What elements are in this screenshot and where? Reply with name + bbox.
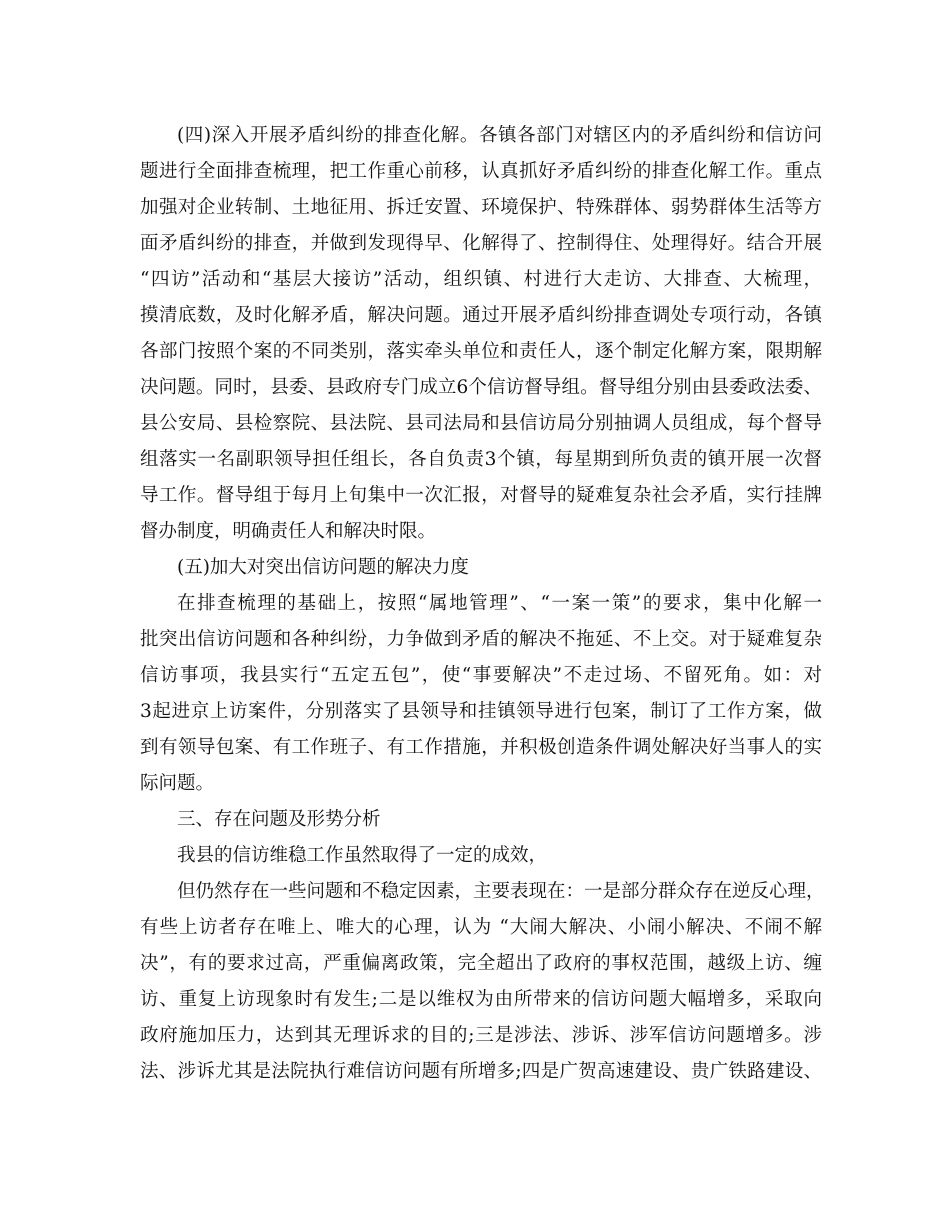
text-line: 在排查梳理的基础上，按照“属地管理”、“一案一策”的要求，集中化解一 <box>177 593 822 614</box>
section-heading: (五)加大对突出信访问题的解决力度 <box>177 557 469 578</box>
text-line: 我县的信访维稳工作虽然取得了一定的成效， <box>177 845 548 866</box>
paragraph-section-4 <box>140 118 822 550</box>
paragraph-section-5 <box>140 586 822 802</box>
text-line: 题进行全面排查梳理，把工作重心前移，认真抓好矛盾纠纷的排查化解工作。重点 <box>140 161 822 182</box>
text-line: 导工作。督导组于每月上旬集中一次汇报，对督导的疑难复杂社会矛盾，实行挂牌 <box>140 485 822 506</box>
text-line: 法、涉诉尤其是法院执行难信访问题有所增多;四是广贺高速建设、贵广铁路建设、 <box>140 1061 822 1082</box>
text-line: 加强对企业转制、土地征用、拆迁安置、环境保护、特殊群体、弱势群体生活等方 <box>140 197 822 218</box>
paragraph-section-3-intro <box>140 838 822 874</box>
text-line: 有些上访者存在唯上、唯大的心理，认为 “大闹大解决、小闹小解决、不闹不解 <box>140 917 822 938</box>
text-line: 各部门按照个案的不同类别，落实牵头单位和责任人，逐个制定化解方案，限期解 <box>140 341 822 362</box>
text-line: “四访”活动和“基层大接访”活动，组织镇、村进行大走访、大排查、大梳理， <box>140 269 822 290</box>
text-line: 批突出信访问题和各种纠纷，力争做到矛盾的解决不拖延、不上交。对于疑难复杂 <box>140 629 822 650</box>
heading-section-3 <box>140 802 822 838</box>
text-line: 决问题。同时，县委、县政府专门成立6个信访督导组。督导组分别由县委政法委、 <box>140 377 822 398</box>
text-line: 决”，有的要求过高，严重偏离政策，完全超出了政府的事权范围，越级上访、缠 <box>140 953 822 974</box>
text-line: 面矛盾纠纷的排查，并做到发现得早、化解得了、控制得住、处理得好。结合开展 <box>140 233 822 254</box>
heading-section-5 <box>140 550 822 586</box>
text-line: 县公安局、县检察院、县法院、县司法局和县信访局分别抽调人员组成，每个督导 <box>140 413 822 434</box>
text-line: 组落实一名副职领导担任组长，各自负责3个镇，每星期到所负责的镇开展一次督 <box>140 449 822 470</box>
text-line: 到有领导包案、有工作班子、有工作措施，并积极创造条件调处解决好当事人的实 <box>140 737 822 758</box>
text-line: 督办制度，明确责任人和解决时限。 <box>140 521 437 542</box>
text-line: 际问题。 <box>140 773 215 794</box>
text-line: 政府施加压力，达到其无理诉求的目的;三是涉法、涉诉、涉军信访问题增多。涉 <box>140 1025 822 1046</box>
text-line: 3起进京上访案件，分别落实了县领导和挂镇领导进行包案，制订了工作方案，做 <box>140 701 822 722</box>
paragraph-section-3-body <box>140 874 825 1090</box>
text-line: 信访事项，我县实行“五定五包”，使“事要解决”不走过场、不留死角。如：对 <box>140 665 822 686</box>
document-body <box>140 118 825 1090</box>
text-line: (四)深入开展矛盾纠纷的排查化解。各镇各部门对辖区内的矛盾纠纷和信访问 <box>177 125 822 146</box>
text-line: 但仍然存在一些问题和不稳定因素，主要表现在：一是部分群众存在逆反心理， <box>177 881 825 902</box>
text-line: 摸清底数，及时化解矛盾，解决问题。通过开展矛盾纠纷排查调处专项行动，各镇 <box>140 305 822 326</box>
text-line: 访、重复上访现象时有发生;二是以维权为由所带来的信访问题大幅增多，采取向 <box>140 989 822 1010</box>
section-heading: 三、存在问题及形势分析 <box>177 809 381 830</box>
